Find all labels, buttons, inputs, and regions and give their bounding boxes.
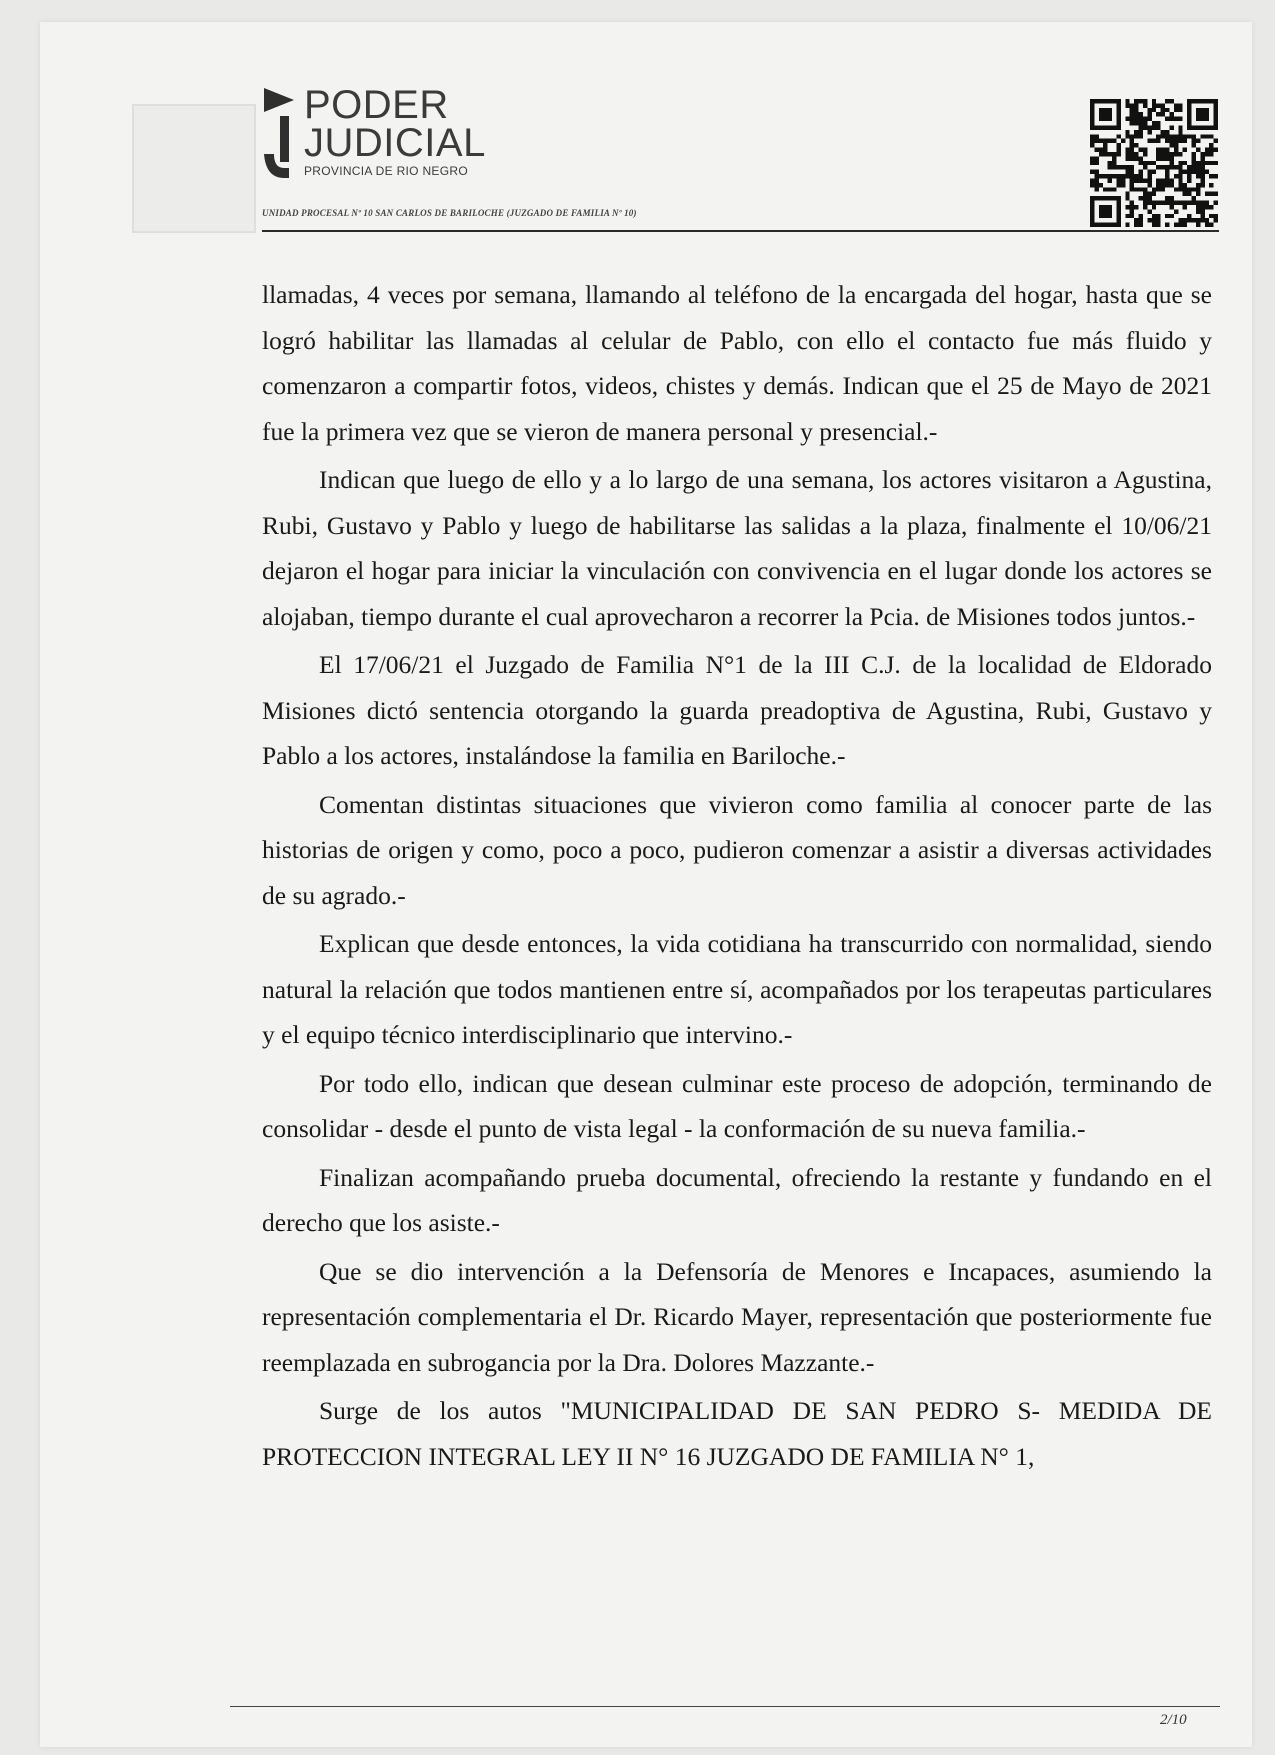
page-number: 2/10 — [1160, 1712, 1187, 1728]
body-paragraph: Finalizan acompañando prueba documental, ofreciendo la restante y fundando en el derecho que los asiste.- — [262, 1162, 1212, 1237]
body-paragraph: Indican que luego de ello y a lo largo de una semana, los actores visitaron a Agustina, Rubi, Gustavo y Pablo y luego de habilitarse las salidas a la plaza, finalmente el 10/06/21 dejaron el hogar para iniciar la vinculación con convivencia en el lugar donde los actores se alojaban, tiempo durante el cual aprovecharon a recorrer la Pcia. de Misiones todos juntos.- — [262, 465, 1212, 631]
qr-code-icon — [1090, 98, 1218, 228]
header-divider — [262, 230, 1219, 232]
body-paragraph: Por todo ello, indican que desean culminar este proceso de adopción, terminando de consolidar - desde el punto de vista legal - la conformación de su nueva familia.- — [262, 1068, 1212, 1143]
procedural-unit-line: UNIDAD PROCESAL Nº 10 SAN CARLOS DE BARILOCHE (JUZGADO DE FAMILIA Nº 10) — [262, 208, 637, 218]
poder-judicial-logo-icon — [262, 86, 296, 182]
body-paragraph: Explican que desde entonces, la vida cotidiana ha transcurrido con normalidad, siendo natural la relación que todos mantienen entre sí, acompañados por los terapeutas particulares y el equipo técnico interdisciplinario que intervino.- — [262, 929, 1212, 1049]
footer-divider — [230, 1706, 1220, 1707]
logo-subtitle: PROVINCIA DE RIO NEGRO — [304, 164, 468, 178]
poder-judicial-logo — [262, 83, 486, 182]
logo-title-line2: JUDICIAL — [304, 121, 486, 165]
body-paragraph: llamadas, 4 veces por semana, llamando al teléfono de la encargada del hogar, hasta que se logró habilitar las llamadas al celular de Pablo, con ello el contacto fue más fluido y comenzaron a compartir fotos, videos, chistes y demás. Indican que el 25 de Mayo de 2021 fue la primera vez que se vieron de manera personal y presencial.- — [262, 280, 1212, 446]
bleed-through-mark — [132, 104, 256, 233]
body-paragraph: Comentan distintas situaciones que vivieron como familia al conocer parte de las historias de origen y como, poco a poco, pudieron comenzar a asistir a diversas actividades de su agrado.- — [262, 789, 1212, 910]
document-body — [262, 272, 1212, 1479]
body-paragraph: Surge de los autos "MUNICIPALIDAD DE SAN PEDRO S- MEDIDA DE PROTECCION INTEGRAL LEY II N° 16 JUZGADO DE FAMILIA N° 1, — [262, 1396, 1212, 1471]
body-paragraph: El 17/06/21 el Juzgado de Familia N°1 de la III C.J. de la localidad de Eldorado Misiones dictó sentencia otorgando la guarda preadoptiva de Agustina, Rubi, Gustavo y Pablo a los actores, instalándose la familia en Bariloche.- — [262, 650, 1212, 770]
body-paragraph: Que se dio intervención a la Defensoría de Menores e Incapaces, asumiendo la representación complementaria el Dr. Ricardo Mayer, representación que posteriormente fue reemplazada en subrogancia por la Dra. Dolores Mazzante.- — [262, 1256, 1212, 1377]
logo-title-line1: PODER — [304, 83, 449, 127]
